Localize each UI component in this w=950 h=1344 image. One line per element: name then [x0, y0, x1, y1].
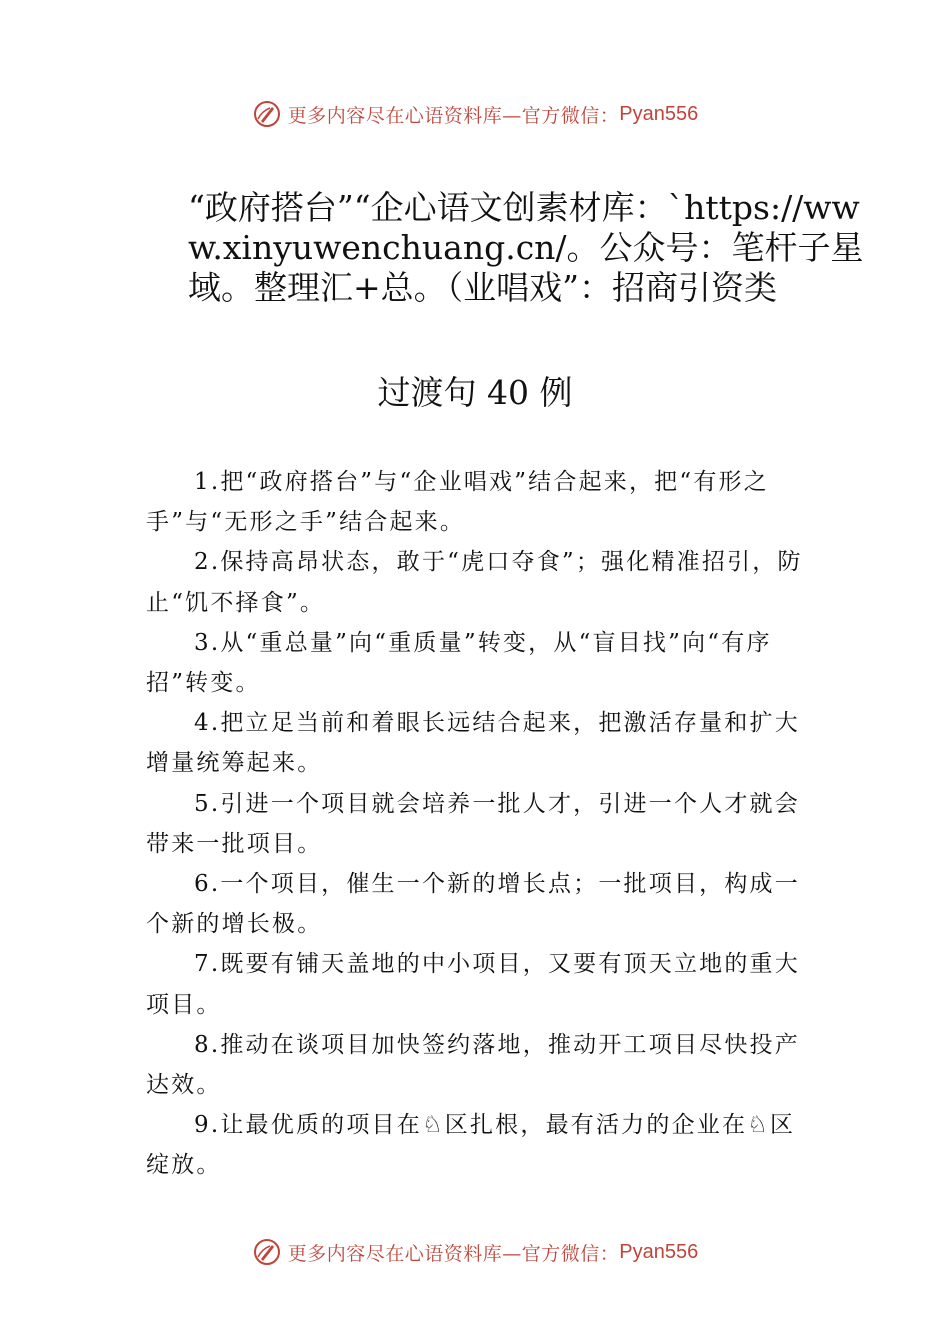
banner-handle: Pyan556	[619, 1240, 699, 1263]
list-item: 8.推动在谈项目加快签约落地，推动开工项目尽快投产达效。	[146, 1031, 800, 1099]
list-item: 7.既要有铺天盖地的中小项目，又要有顶天立地的重大项目。	[146, 951, 800, 1018]
footer-banner	[0, 1232, 950, 1272]
list-item: 1.把“政府搭台”与“企业唱戏”结合起来，把“有形之手”与“无形之手”结合起来。	[146, 469, 769, 536]
list-item: 5.引进一个项目就会培养一批人才，引进一个人才就会带来一批项目。	[146, 790, 800, 857]
list-item: 9.让最优质的项目在♘区扎根，最有活力的企业在♘区绽放。	[146, 1112, 796, 1179]
banner-text: 更多内容尽在心语资料库—官方微信：	[287, 1242, 620, 1265]
list-item: 3.从“重总量”向“重质量”转变，从“盲目找”向“有序招”转变。	[146, 629, 772, 697]
feather-pen-logo-icon	[252, 99, 282, 129]
document-subtitle: 过渡句 40 例	[377, 373, 573, 412]
document-body	[146, 462, 806, 1186]
feather-pen-logo-icon	[252, 1237, 282, 1267]
banner-handle: Pyan556	[619, 102, 699, 125]
list-item: 6.一个项目，催生一个新的增长点；一批项目，构成一个新的增长极。	[146, 871, 800, 938]
banner-text: 更多内容尽在心语资料库—官方微信：	[287, 104, 620, 127]
list-item: 4.把立足当前和着眼长远结合起来，把激活存量和扩大增量统筹起来。	[146, 710, 800, 777]
document-heading: “政府搭台”“企心语文创素材库：`https://www.xinyuwenchuang.cn/。公众号：笔杆子星域。整理汇+总。（业唱戏”：招商引资类	[188, 188, 864, 307]
header-banner	[0, 94, 950, 134]
list-item: 2.保持高昂状态，敢于“虎口夺食”；强化精准招引，防止“饥不择食”。	[146, 549, 803, 616]
